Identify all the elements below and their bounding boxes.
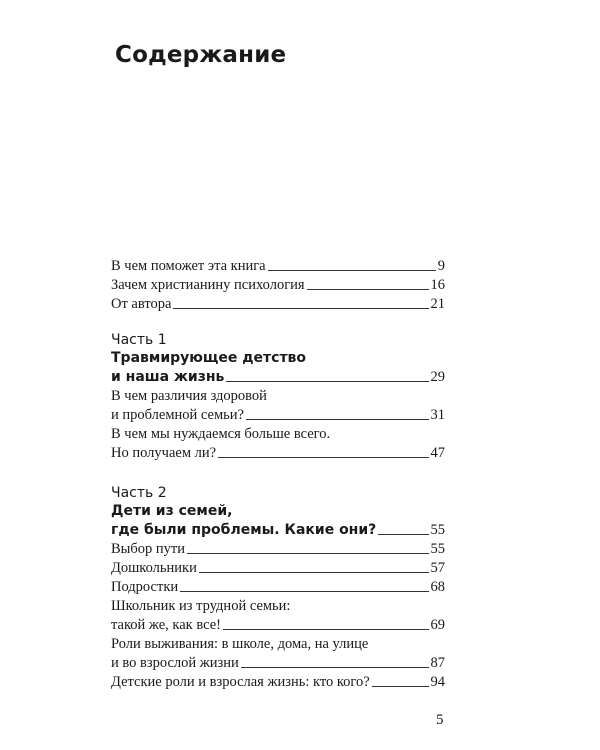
toc-entry-title: В чем мы нуждаемся больше всего.: [111, 426, 331, 442]
toc-entry-title: В чем поможет эта книга: [111, 258, 266, 274]
toc-entry-title: Подростки: [111, 579, 179, 595]
toc-entry-title: От автора: [111, 296, 172, 312]
spacer: [111, 463, 445, 484]
toc-entry-title-cont: и во взрослой жизни: [111, 655, 239, 671]
toc-entry[interactable]: [111, 276, 445, 295]
part-1-heading-line1: Травмирующее детство: [111, 350, 307, 366]
toc-entry-title-cont: такой же, как все!: [111, 617, 221, 633]
toc-entry-page: 16: [430, 277, 445, 293]
toc-leader: [241, 667, 429, 668]
toc-leader: [218, 457, 428, 458]
toc-entry-page: 31: [430, 407, 445, 423]
part-1-heading-line2: и наша жизнь: [111, 369, 225, 385]
part-2-heading-line1: Дети из семей,: [111, 503, 233, 519]
toc-leader: [173, 308, 428, 309]
toc-entry-page: 57: [430, 560, 445, 576]
toc-entry-page: 55: [430, 541, 445, 557]
table-of-contents: [111, 257, 445, 692]
toc-entry-page: 68: [430, 579, 445, 595]
toc-entry[interactable]: [111, 540, 445, 559]
toc-leader: [268, 270, 436, 271]
toc-entry-title: Выбор пути: [111, 541, 186, 557]
toc-entry-page: 29: [430, 369, 445, 385]
toc-entry-page: 87: [430, 655, 445, 671]
toc-entry-page: 21: [430, 296, 445, 312]
toc-entry[interactable]: [111, 406, 445, 425]
toc-entry-title: Дошкольники: [111, 560, 197, 576]
toc-entry-title: Зачем христианину психология: [111, 277, 305, 293]
toc-entry[interactable]: [111, 673, 445, 692]
part-2-heading[interactable]: [111, 521, 445, 540]
toc-entry[interactable]: [111, 559, 445, 578]
toc-entry-page: 55: [430, 522, 445, 538]
toc-entry-title: В чем различия здоровой: [111, 388, 267, 404]
toc-leader: [372, 686, 429, 687]
toc-entry-page: 94: [430, 674, 445, 690]
toc-leader: [246, 419, 429, 420]
page-title: Содержание: [115, 42, 287, 68]
toc-entry-title: Роли выживания: в школе, дома, на улице: [111, 636, 369, 652]
toc-leader: [187, 553, 428, 554]
spacer: [111, 314, 445, 331]
toc-entry[interactable]: [111, 616, 445, 635]
toc-entry[interactable]: [111, 578, 445, 597]
part-2-label: Часть 2: [111, 485, 167, 501]
part-1-label: Часть 1: [111, 332, 167, 348]
toc-entry[interactable]: [111, 444, 445, 463]
toc-entry-title-cont: Но получаем ли?: [111, 445, 217, 461]
toc-entry[interactable]: [111, 654, 445, 673]
toc-leader: [378, 534, 428, 535]
toc-leader: [180, 591, 428, 592]
toc-entry[interactable]: [111, 257, 445, 276]
toc-entry[interactable]: [111, 295, 445, 314]
toc-leader: [307, 289, 429, 290]
toc-entry-page: 69: [430, 617, 445, 633]
toc-entry-title-cont: и проблемной семьи?: [111, 407, 244, 423]
toc-leader: [226, 381, 428, 382]
toc-entry-page: 9: [437, 258, 445, 274]
part-1-heading[interactable]: [111, 368, 445, 387]
part-2-heading-line2: где были проблемы. Какие они?: [111, 522, 377, 538]
toc-leader: [223, 629, 429, 630]
toc-entry-page: 47: [430, 445, 445, 461]
toc-entry-title: Школьник из трудной семьи:: [111, 598, 291, 614]
toc-leader: [199, 572, 429, 573]
page-number: 5: [436, 712, 444, 728]
toc-entry-title: Детские роли и взрослая жизнь: кто кого?: [111, 674, 370, 690]
